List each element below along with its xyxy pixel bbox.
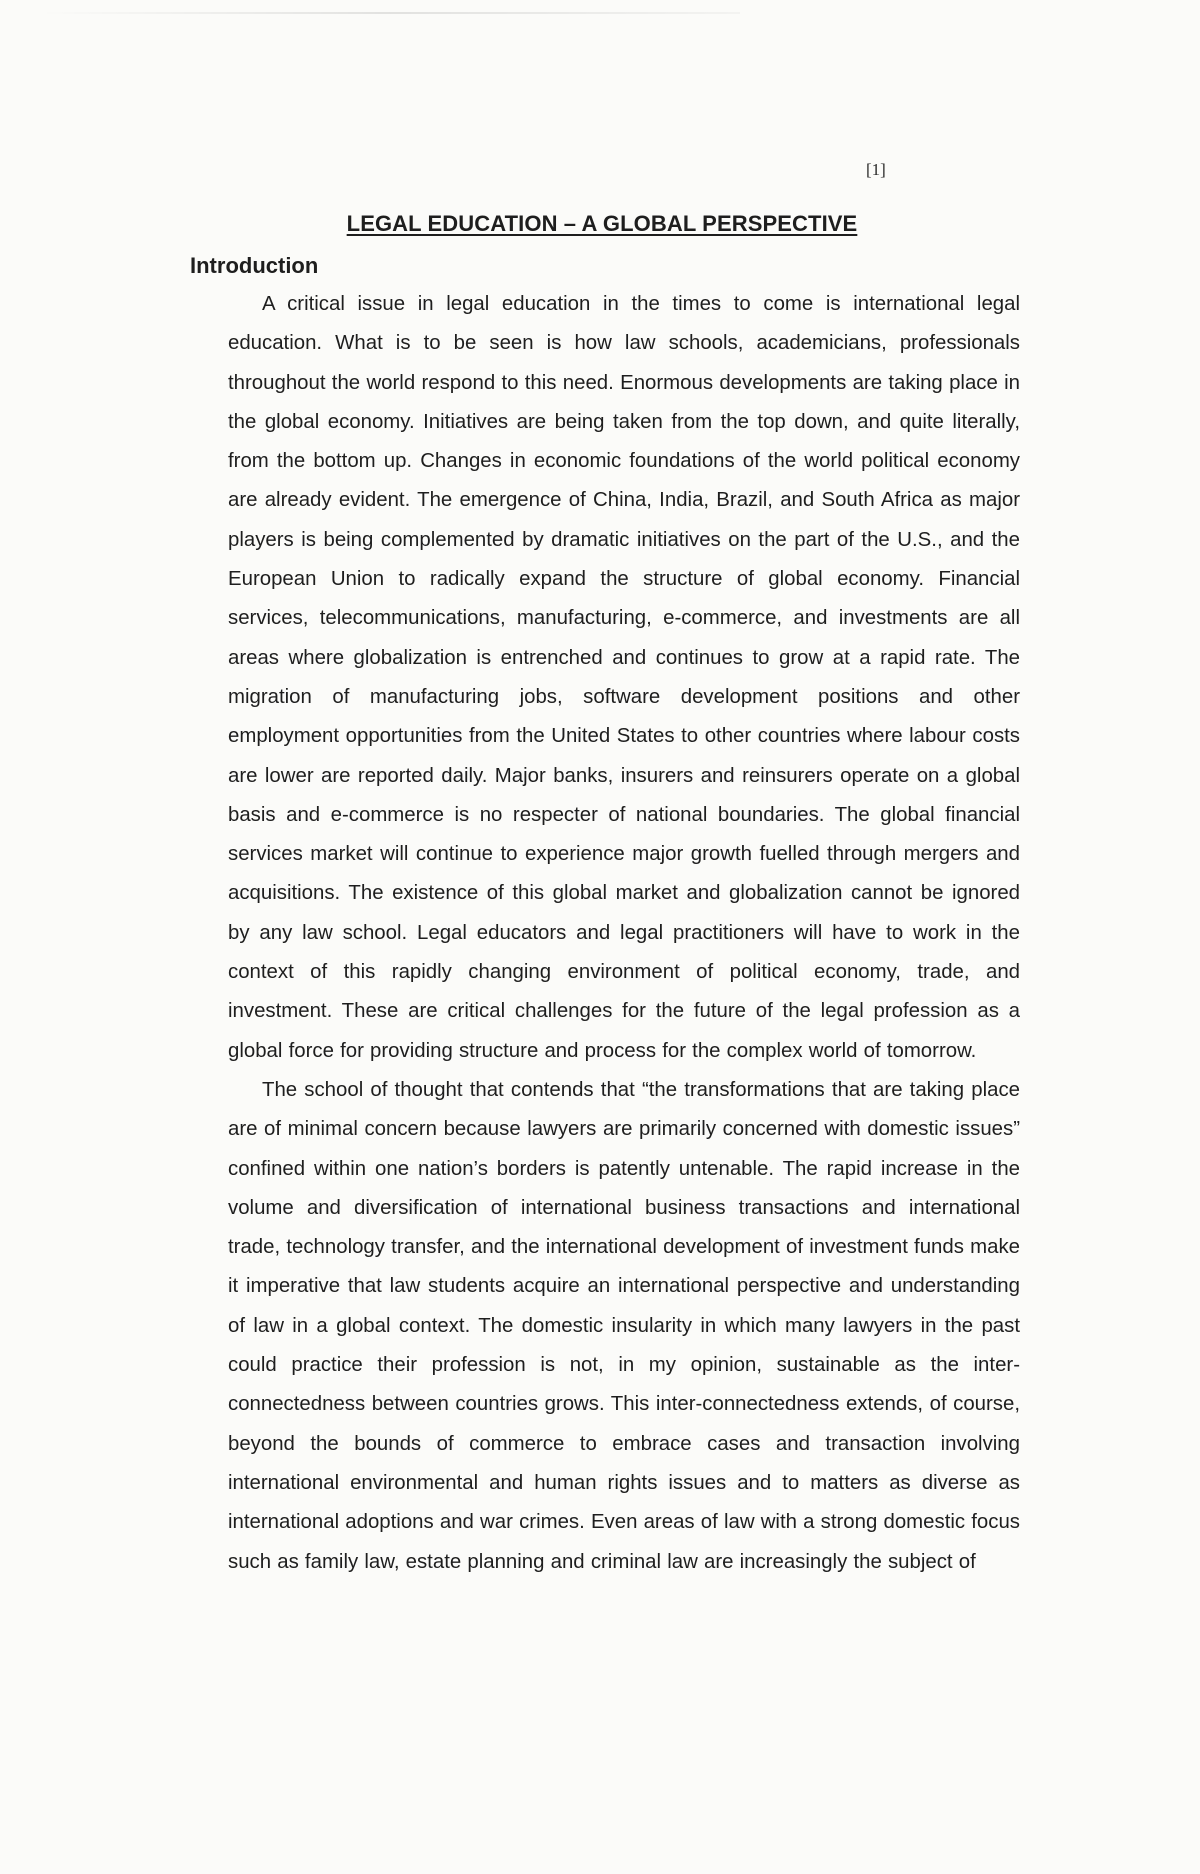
page-number: [1] bbox=[866, 160, 886, 179]
document-title-text: LEGAL EDUCATION – A GLOBAL PERSPECTIVE bbox=[346, 211, 858, 236]
scan-edge-line bbox=[40, 12, 740, 14]
document-body bbox=[228, 285, 1020, 1582]
section-heading: Introduction bbox=[190, 253, 319, 278]
document-title bbox=[0, 211, 1200, 237]
paragraph: A critical issue in legal education in the times to come is international legal education. What is to be seen is how law schools, academicians, professionals throughout the world respond to this need. Enormous developments are taking place in the global economy. Initiatives are being taken from the top down, and quite literally, from the bottom up. Changes in economic foundations of the world political economy are already evident. The emergence of China, India, Brazil, and South Africa as major players is being complemented by dramatic initiatives on the part of the U.S., and the European Union to radically expand the structure of global economy. Financial services, telecommunications, manufacturing, e-commerce, and investments are all areas where globalization is entrenched and continues to grow at a rapid rate. The migration of manufacturing jobs, software development positions and other employment opportunities from the United States to other countries where labour costs are lower are reported daily. Major banks, insurers and reinsurers operate on a global basis and e-commerce is no respecter of national boundaries. The global financial services market will continue to experience major growth fuelled through mergers and acquisitions. The existence of this global market and globalization cannot be ignored by any law school. Legal educators and legal practitioners will have to work in the context of this rapidly changing environment of political economy, trade, and investment. These are critical challenges for the future of the legal profession as a global force for providing structure and process for the complex world of tomorrow. bbox=[228, 293, 1020, 1062]
paragraph: The school of thought that contends that “the transformations that are taking place are of minimal concern because lawyers are primarily concerned with domestic issues” confined within one nation’s borders is patently untenable. The rapid increase in the volume and diversification of international business transactions and international trade, technology transfer, and the international development of investment funds make it imperative that law students acquire an international perspective and understanding of law in a global context. The domestic insularity in which many lawyers in the past could practice their profession is not, in my opinion, sustainable as the inter-connectedness between countries grows. This inter-connectedness extends, of course, beyond the bounds of commerce to embrace cases and transaction involving international environmental and human rights issues and to matters as diverse as international adoptions and war crimes. Even areas of law with a strong domestic focus such as family law, estate planning and criminal law are increasingly the subject of bbox=[228, 1078, 1020, 1573]
